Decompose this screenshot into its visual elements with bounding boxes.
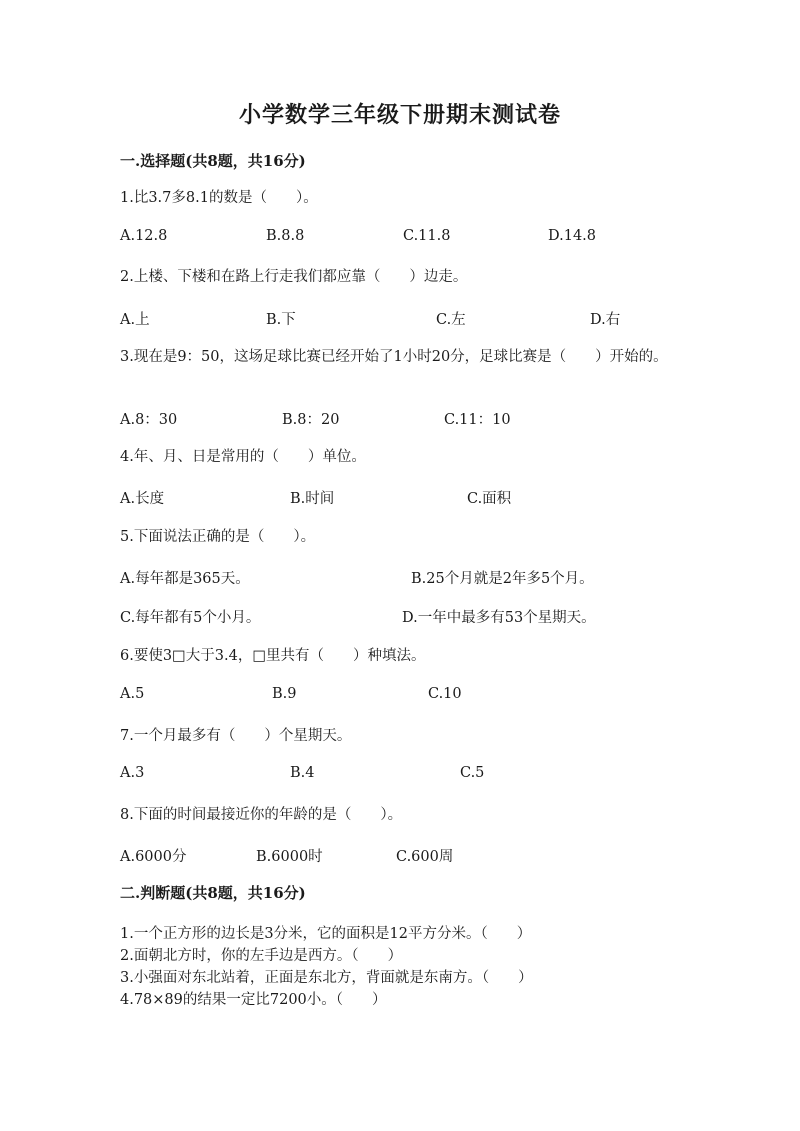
- question-3: 3.现在是9：50，这场足球比赛已经开始了1小时20分，足球比赛是（ ）开始的。: [120, 349, 668, 365]
- question-4: 4.年、月、日是常用的（ ）单位。: [120, 449, 366, 465]
- question-6: 6.要使3□大于3.4，□里共有（ ）种填法。: [120, 648, 426, 664]
- q3-option-a[interactable]: A.8：30: [120, 412, 178, 428]
- q2-option-c[interactable]: C.左: [436, 312, 466, 328]
- q5-option-d[interactable]: D.一年中最多有53个星期天。: [402, 610, 596, 626]
- q7-option-b[interactable]: B.4: [290, 765, 315, 781]
- judgement-question-3: 3.小强面对东北站着，正面是东北方，背面就是东南方。（ ）: [120, 970, 533, 986]
- q6-option-b[interactable]: B.9: [272, 686, 297, 702]
- q4-option-c[interactable]: C.面积: [467, 491, 512, 507]
- q2-option-b[interactable]: B.下: [266, 312, 296, 328]
- q2-option-d[interactable]: D.右: [590, 312, 621, 328]
- q5-option-a[interactable]: A.每年都是365天。: [120, 571, 250, 587]
- question-1: 1.比3.7多8.1的数是（ ）。: [120, 190, 318, 206]
- q4-option-a[interactable]: A.长度: [120, 491, 165, 507]
- q3-option-b[interactable]: B.8：20: [282, 412, 340, 428]
- section-heading-judgement: 二.判断题(共8题，共16分): [120, 884, 306, 902]
- q6-option-a[interactable]: A.5: [120, 686, 145, 702]
- q1-option-d[interactable]: D.14.8: [548, 228, 597, 244]
- q8-option-a[interactable]: A.6000分: [120, 849, 187, 865]
- q4-option-b[interactable]: B.时间: [290, 491, 335, 507]
- q1-option-b[interactable]: B.8.8: [266, 228, 305, 244]
- q8-option-b[interactable]: B.6000时: [256, 849, 323, 865]
- q7-option-a[interactable]: A.3: [120, 765, 145, 781]
- q1-option-c[interactable]: C.11.8: [403, 228, 451, 244]
- question-2: 2.上楼、下楼和在路上行走我们都应靠（ ）边走。: [120, 269, 468, 285]
- page-title: 小学数学三年级下册期末测试卷: [238, 102, 561, 128]
- judgement-question-1: 1.一个正方形的边长是3分米，它的面积是12平方分米。（ ）: [120, 926, 532, 942]
- section-heading-choice: 一.选择题(共8题，共16分): [120, 152, 306, 170]
- judgement-question-4: 4.78×89的结果一定比7200小。（ ）: [120, 992, 387, 1008]
- question-7: 7.一个月最多有（ ）个星期天。: [120, 728, 352, 744]
- q6-option-c[interactable]: C.10: [428, 686, 462, 702]
- q5-option-c[interactable]: C.每年都有5个小月。: [120, 610, 261, 626]
- q3-option-c[interactable]: C.11：10: [444, 412, 511, 428]
- question-8: 8.下面的时间最接近你的年龄的是（ ）。: [120, 807, 403, 823]
- judgement-question-2: 2.面朝北方时，你的左手边是西方。（ ）: [120, 948, 403, 964]
- q1-option-a[interactable]: A.12.8: [120, 228, 168, 244]
- q8-option-c[interactable]: C.600周: [396, 849, 454, 865]
- q7-option-c[interactable]: C.5: [460, 765, 485, 781]
- q2-option-a[interactable]: A.上: [120, 312, 150, 328]
- question-5: 5.下面说法正确的是（ ）。: [120, 529, 316, 545]
- q5-option-b[interactable]: B.25个月就是2年多5个月。: [411, 571, 594, 587]
